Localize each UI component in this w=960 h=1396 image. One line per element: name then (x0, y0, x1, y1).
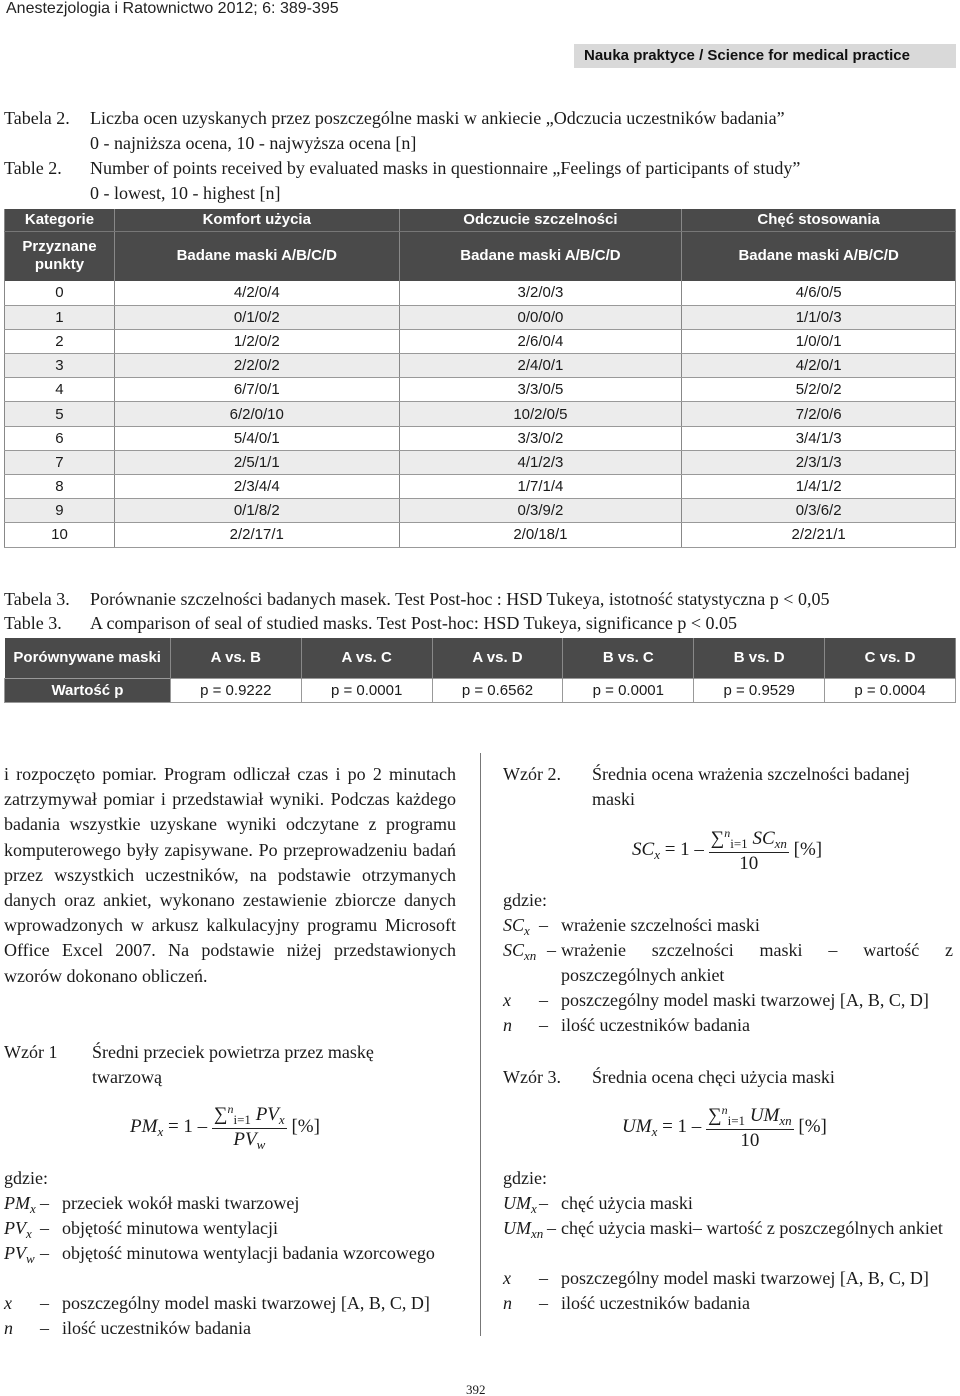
wzor1-title: Średni przeciek powietrza przez maskę twarzową (92, 1042, 374, 1088)
wzor2-title: Średnia ocena wrażenia szczelności badanej maski (592, 764, 910, 810)
symbol: n (4, 1318, 13, 1338)
symbol: SC (503, 915, 525, 935)
definition-text: poszczególny model maski twarzowej [A, B, C, D] (62, 1293, 430, 1313)
count-cell: 2/6/0/4 (399, 329, 682, 353)
sum-lower: i=1 (727, 1113, 746, 1128)
f3-den: 10 (740, 1130, 760, 1151)
f2-num-sub: xn (774, 836, 787, 851)
symbol: PV (4, 1243, 26, 1263)
table3-header-pair: A vs. B (170, 638, 301, 678)
table2-body (5, 281, 956, 547)
symbol: x (503, 990, 511, 1010)
formula-3 (622, 1103, 827, 1152)
table2 (4, 209, 956, 548)
symbol: x (503, 1268, 511, 1288)
symbol: PV (4, 1218, 26, 1238)
definition-symbol (503, 1216, 543, 1246)
symbol-subscript: w (26, 1251, 35, 1266)
count-cell: 2/3/1/3 (682, 450, 956, 474)
count-cell: 1/4/1/2 (682, 475, 956, 499)
definition-symbol (4, 1291, 12, 1316)
count-cell: 3/3/0/5 (399, 378, 682, 402)
wzor2-label: Wzór 2. (503, 764, 561, 784)
formula-2 (632, 826, 822, 875)
f1-lhs-sub: x (157, 1123, 164, 1139)
count-cell: 0/1/8/2 (114, 499, 399, 523)
table-row (5, 450, 956, 474)
table-row (5, 281, 956, 305)
f1-fraction (212, 1102, 287, 1153)
table-row (5, 499, 956, 523)
table-row (5, 475, 956, 499)
definition-text: poszczególny model maski twarzowej [A, B, C, D] (561, 990, 929, 1010)
points-cell: 2 (5, 329, 115, 353)
count-cell: 2/2/17/1 (114, 523, 399, 547)
table2-header-category: Kategorie (5, 209, 115, 231)
wzor3-label: Wzór 3. (503, 1067, 561, 1087)
sum-symbol: ∑ (708, 1105, 722, 1126)
count-cell: 4/2/0/4 (114, 281, 399, 305)
points-cell: 6 (5, 426, 115, 450)
symbol-subscript: xn (531, 1226, 544, 1241)
f1-unit: [%] (291, 1115, 320, 1137)
definition-dash: – (40, 1243, 49, 1263)
symbol: n (503, 1015, 512, 1035)
table3-header-pair: A vs. D (432, 638, 563, 678)
sum-upper: n (724, 826, 731, 840)
f2-num: SC (752, 828, 775, 849)
table2-subheader-masks: Badane maski A/B/C/D (399, 231, 682, 281)
sum-symbol: ∑ (710, 828, 725, 849)
count-cell: 3/2/0/3 (399, 281, 682, 305)
definition-text: ilość uczestników badania (62, 1318, 251, 1338)
column-divider (480, 753, 481, 1336)
symbol: PM (4, 1193, 30, 1213)
symbol-subscript: x (30, 1201, 36, 1216)
table2-caption-pl-line1: Liczba ocen uzyskanych przez poszczególne maski w ankiecie „Odczucia uczestników badania” (90, 108, 785, 128)
table2-caption-en-line1: Number of points received by evaluated masks in questionnaire „Feelings of participants of study” (90, 158, 801, 178)
symbol: UM (503, 1218, 531, 1238)
points-cell: 1 (5, 305, 115, 329)
definition-dash: – (40, 1318, 49, 1338)
table2-subheader-masks: Badane maski A/B/C/D (682, 231, 956, 281)
definition-dash: – (539, 990, 548, 1010)
f3-num: UM (749, 1105, 780, 1126)
table3-caption-pl-text: Porównanie szczelności badanych masek. Test Post-hoc : HSD Tukeya, istotność statystyczna p < 0,05 (90, 589, 830, 609)
table3-header-pair: B vs. D (694, 638, 825, 678)
definition-symbol (503, 1013, 512, 1038)
table-row (5, 378, 956, 402)
table-row (5, 426, 956, 450)
symbol-subscript: xn (524, 948, 537, 963)
sum-lower: i=1 (233, 1112, 251, 1127)
definition-symbol (503, 938, 536, 968)
count-cell: 4/1/2/3 (399, 450, 682, 474)
count-cell: 4/2/0/1 (682, 354, 956, 378)
points-cell: 8 (5, 475, 115, 499)
sum-symbol: ∑ (213, 1104, 228, 1125)
definition-text: objętość minutowa wentylacji (62, 1218, 278, 1238)
table2-header-comfort: Komfort użycia (114, 209, 399, 231)
f1-one: = 1 – (167, 1115, 208, 1137)
count-cell: 0/0/0/0 (399, 305, 682, 329)
definition-dash: – (40, 1293, 49, 1313)
definition-dash: – (547, 940, 556, 960)
page-number: 392 (466, 1382, 486, 1396)
f1-den: PV (233, 1129, 257, 1150)
table3-p-value: p = 0.9222 (170, 678, 301, 702)
symbol-subscript: x (524, 923, 530, 938)
section-banner: Nauka praktyce / Science for medical practice (574, 44, 956, 68)
definition-dash: – (539, 915, 548, 935)
definition-dash: – (40, 1193, 49, 1213)
count-cell: 5/2/0/2 (682, 378, 956, 402)
table2-header-willingness: Chęć stosowania (682, 209, 956, 231)
table3-label-pl: Tabela 3. (4, 589, 70, 609)
definition-dash: – (539, 1015, 548, 1035)
symbol-subscript: x (26, 1226, 32, 1241)
table3-header-pair: B vs. C (563, 638, 694, 678)
count-cell: 0/3/9/2 (399, 499, 682, 523)
definition-dash: – (40, 1218, 49, 1238)
f1-den-sub: w (256, 1137, 266, 1152)
count-cell: 6/2/0/10 (114, 402, 399, 426)
sum-lower: i=1 (730, 836, 748, 851)
count-cell: 2/4/0/1 (399, 354, 682, 378)
definition-symbol (503, 988, 511, 1013)
definition-text: objętość minutowa wentylacji badania wzorcowego (62, 1243, 435, 1263)
table3-label-en: Table 3. (4, 613, 62, 633)
count-cell: 2/0/18/1 (399, 523, 682, 547)
table2-caption-pl-line2: 0 - najniższa ocena, 10 - najwyższa ocena [n] (90, 133, 417, 153)
symbol-subscript: x (531, 1201, 537, 1216)
f1-lhs: PM (130, 1115, 158, 1137)
f2-lhs-sub: x (654, 846, 660, 862)
table2-subheader-masks: Badane maski A/B/C/D (114, 231, 399, 281)
definition-text: ilość uczestników badania (561, 1015, 750, 1035)
count-cell: 2/5/1/1 (114, 450, 399, 474)
sum-upper: n (721, 1103, 728, 1117)
count-cell: 5/4/0/1 (114, 426, 399, 450)
table3-header-compared: Porównywane maski (5, 638, 171, 678)
f1-num-sub: x (278, 1112, 285, 1127)
count-cell: 1/1/0/3 (682, 305, 956, 329)
f3-lhs-sub: x (651, 1123, 658, 1139)
f2-fraction (709, 826, 789, 875)
table3-p-value: p = 0.9529 (694, 678, 825, 702)
count-cell: 10/2/0/5 (399, 402, 682, 426)
table3-p-value: p = 0.0001 (563, 678, 694, 702)
points-cell: 5 (5, 402, 115, 426)
table2-label-en: Table 2. (4, 158, 62, 178)
symbol: n (503, 1293, 512, 1313)
f3-lhs: UM (622, 1115, 652, 1137)
f3-unit: [%] (798, 1115, 827, 1137)
table3-p-value: p = 0.0001 (301, 678, 432, 702)
count-cell: 2/2/0/2 (114, 354, 399, 378)
wzor3-title: Średnia ocena chęci użycia maski (592, 1067, 835, 1087)
definition-text: chęć użycia maski (561, 1193, 693, 1213)
count-cell: 1/0/0/1 (682, 329, 956, 353)
points-cell: 3 (5, 354, 115, 378)
count-cell: 3/4/1/3 (682, 426, 956, 450)
definition-symbol (503, 1266, 511, 1291)
count-cell: 2/3/4/4 (114, 475, 399, 499)
definition-text: przeciek wokół maski twarzowej (62, 1193, 300, 1213)
table3 (4, 638, 956, 703)
body-paragraph: i rozpoczęto pomiar. Program odliczał czas i po 2 minutach zatrzymywał pomiar i przedstawiał wyniki. Podczas każdego badania wszystkie uzyskane wyniki odczytane z programu komputerowego były zapisywane. Po przeprowadzeniu badań przez wszystkich uczestników, na podstawie otrzymanych danych oraz ankiet, wykonano zestawienie zbiorcze danych wprowadzonych w arkusz kalkulacyjny programu Microsoft Office Excel 2007. Na podstawie niżej przedstawionych wzorów dokonano obliczeń. (4, 764, 456, 986)
symbol: SC (503, 940, 525, 960)
count-cell: 2/2/21/1 (682, 523, 956, 547)
f3-num-sub: xn (779, 1113, 792, 1128)
count-cell: 0/3/6/2 (682, 499, 956, 523)
table2-header-seal: Odczucie szczelności (399, 209, 682, 231)
count-cell: 4/6/0/5 (682, 281, 956, 305)
table2-label-pl: Tabela 2. (4, 108, 70, 128)
definition-symbol (4, 1316, 13, 1341)
definition-symbol (503, 1291, 512, 1316)
definition-dash: – (539, 1293, 548, 1313)
journal-citation: Anestezjologia i Ratownictwo 2012; 6: 389-395 (6, 0, 339, 17)
f2-one: = 1 – (664, 838, 704, 860)
f2-lhs: SC (632, 838, 655, 860)
table3-header-pair: A vs. C (301, 638, 432, 678)
count-cell: 0/1/0/2 (114, 305, 399, 329)
points-cell: 9 (5, 499, 115, 523)
table-row (5, 305, 956, 329)
count-cell: 6/7/0/1 (114, 378, 399, 402)
count-cell: 7/2/0/6 (682, 402, 956, 426)
table3-header-pair: C vs. D (825, 638, 956, 678)
definition-symbol (4, 1241, 35, 1271)
points-cell: 0 (5, 281, 115, 305)
symbol: x (4, 1293, 12, 1313)
count-cell: 1/7/1/4 (399, 475, 682, 499)
f2-den: 10 (739, 853, 759, 874)
symbol: UM (503, 1193, 531, 1213)
points-cell: 10 (5, 523, 115, 547)
table-row (5, 402, 956, 426)
wzor1-label: Wzór 1 (4, 1042, 58, 1062)
points-cell: 4 (5, 378, 115, 402)
f3-fraction (706, 1103, 794, 1152)
count-cell: 3/3/0/2 (399, 426, 682, 450)
definition-text: chęć użycia maski– wartość z poszczególnych ankiet (561, 1218, 943, 1238)
table3-caption-en-text: A comparison of seal of studied masks. Test Post-hoc: HSD Tukeya, significance p < 0.05 (90, 613, 737, 633)
table-row (5, 354, 956, 378)
points-cell: 7 (5, 450, 115, 474)
sum-upper: n (227, 1102, 234, 1116)
formula-1 (130, 1102, 320, 1153)
table-row (5, 329, 956, 353)
definition-dash: – (547, 1218, 556, 1238)
definition-dash: – (539, 1268, 548, 1288)
f3-one: = 1 – (662, 1115, 702, 1137)
table3-p-value: p = 0.0004 (825, 678, 956, 702)
gdzie-label: gdzie: (503, 1168, 547, 1188)
f2-unit: [%] (793, 838, 823, 860)
gdzie-label: gdzie: (4, 1168, 48, 1188)
definition-text: poszczególny model maski twarzowej [A, B, C, D] (561, 1268, 929, 1288)
f1-num: PV (255, 1104, 279, 1125)
gdzie-label: gdzie: (503, 890, 547, 910)
definition-text: wrażenie szczelności maski – wartość z poszczególnych ankiet (561, 940, 953, 986)
definition-text: wrażenie szczelności maski (561, 915, 760, 935)
table3-p-value: p = 0.6562 (432, 678, 563, 702)
table2-caption-en-line2: 0 - lowest, 10 - highest [n] (90, 183, 281, 203)
table3-row-label: Wartość p (5, 678, 171, 702)
definition-text: ilość uczestników badania (561, 1293, 750, 1313)
count-cell: 1/2/0/2 (114, 329, 399, 353)
definition-dash: – (539, 1193, 548, 1213)
table2-subheader-points: Przyznane punkty (5, 231, 115, 281)
table-row (5, 523, 956, 547)
